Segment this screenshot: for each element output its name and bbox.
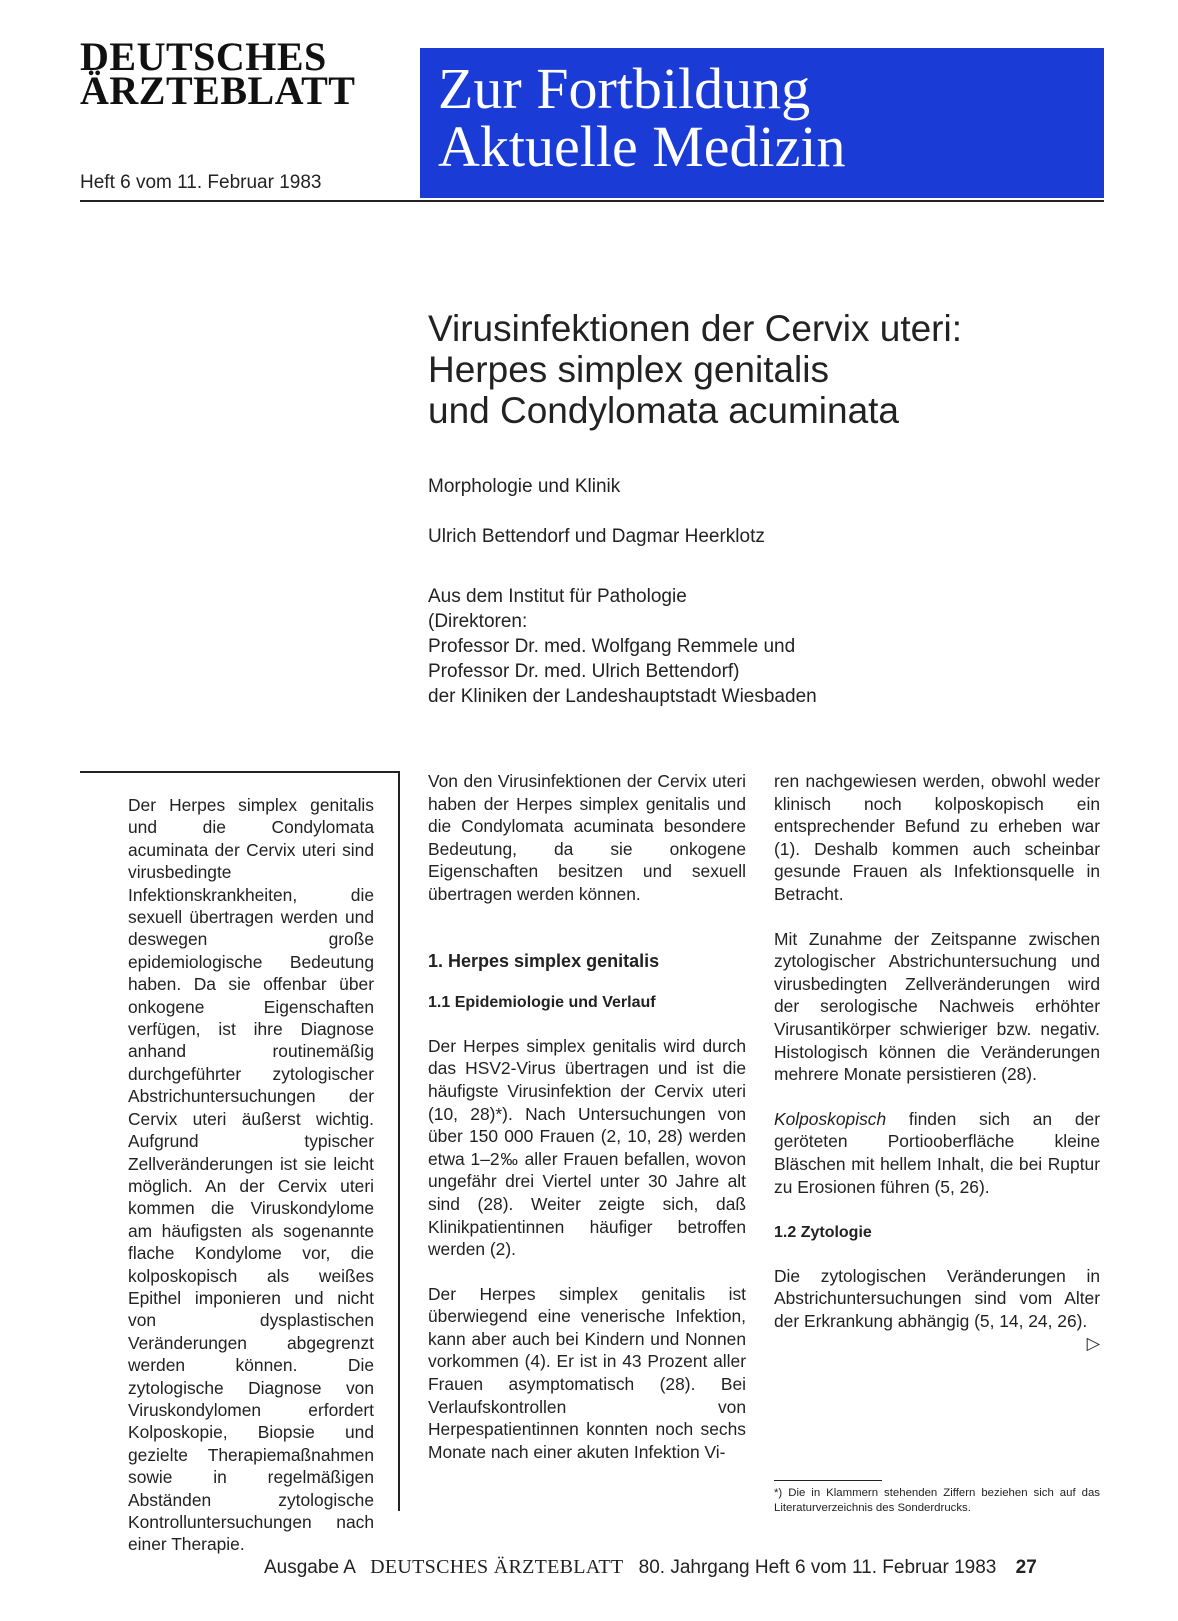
masthead-title-line1: DEUTSCHES [80,34,327,79]
institution-line: (Direktoren: [428,611,528,632]
institution-line: Professor Dr. med. Ulrich Bettendorf) [428,661,740,682]
masthead-issue: Heft 6 vom 11. Februar 1983 [80,172,322,193]
header-rule [80,200,1104,202]
article-title-line3: und Condylomata acuminata [428,390,900,431]
article-authors: Ulrich Bettendorf und Dagmar Heerklotz [428,526,765,547]
subsection-heading-cytology: 1.2 Zytologie [774,1224,872,1242]
continue-arrow-icon: ▷ [1086,1333,1100,1354]
article-subtitle: Morphologie und Klinik [428,476,621,497]
body-column-1 [428,770,746,1463]
masthead-title-line2: ÄRZTEBLATT [80,68,356,113]
masthead-title [80,34,400,113]
section-banner-line1: Zur Fortbildung [438,56,811,121]
abstract-text: Der Herpes simplex genitalis und die Condylomata acuminata der Cervix uteri sind virusbedingte Infektionskrankheiten, die sexuell übertragen werden und deswegen große epidemiologische Bedeutung haben. Da sie offenbar über onkogene Eigenschaften verfügen, ist ihre Diagnose anhand routinemäßig durchgeführter zytologischer Abstrichuntersuchungen der Cervix uteri äußerst wichtig. Aufgrund typischer Zellveränderungen ist sie leicht möglich. An der Cervix uteri kommen die Viruskondylome am häufigsten als sogenannte flache Kondylome vor, die kolposkopisch als weißes Epithel imponieren und nicht von dysplastischen Veränderungen abgegrenzt werden können. Die zytologische Diagnose von Viruskondylomen erfordert Kolposkopie, Biopsie und gezielte Therapiemaßnahmen sowie in regelmäßigen Abständen zytologische Kontrolluntersuchungen nach einer Therapie. [128,795,374,1555]
article-institution [428,584,817,709]
page-footer [264,1556,1037,1579]
footer-issue: 80. Jahrgang Heft 6 vom 11. Februar 1983 [638,1557,997,1578]
subsection-heading-epidemiology: 1.1 Epidemiologie und Verlauf [428,994,656,1012]
page-number: 27 [1015,1557,1037,1578]
body-paragraph: Der Herpes simplex genitalis wird durch das HSV2-Virus übertragen und ist die häufigste Virusinfektion der Cervix uteri (10, 28)*). Nach Untersuchungen von über 150 000 Frauen (2, 10, 28) werden etwa 1–2‰ aller Frauen befallen, wovon ungefähr drei Viertel unter 30 Jahre alt sind (28). Weiter zeigte sich, daß Klinikpatientinnen häufiger betroffen werden (2). [428,1035,746,1260]
body-paragraph: Der Herpes simplex genitalis ist überwiegend eine venerische Infektion, kann aber auch bei Kindern und Nonnen vorkommen (4). Er ist in 43 Prozent aller Frauen asymptomatisch (28). Bei Verlaufskontrollen von Herpespatientinnen konnten noch sechs Monate nach einer akuten Infektion Vi- [428,1283,746,1462]
footnote: *) Die in Klammern stehenden Ziffern beziehen sich auf das Literaturverzeichnis des Sonderdrucks. [774,1487,1100,1514]
intro-paragraph: Von den Virusinfektionen der Cervix uteri haben der Herpes simplex genitalis und die Condylomata acuminata besondere Bedeutung, da sie onkogene Eigenschaften besitzen und sexuell übertragen werden können. [428,771,746,904]
article-title-line1: Virusinfektionen der Cervix uteri: [428,308,963,349]
body-paragraph: ren nachgewiesen werden, obwohl weder klinisch noch kolposkopisch ein entsprechender Befund zu erheben war (1). Deshalb kommen auch scheinbar gesunde Frauen als Infektionsquelle in Betracht. [774,771,1100,904]
body-paragraph [774,1265,1100,1354]
institution-line: der Kliniken der Landeshauptstadt Wiesbaden [428,686,817,707]
body-paragraph: Mit Zunahme der Zeitspanne zwischen zytologischer Abstrichuntersuchung und virusbedingten Zellveränderungen wird der serologische Nachweis erhöhter Virusantikörper schwieriger bzw. negativ. Histologisch können die Veränderungen mehrere Monate persistieren (28). [774,928,1100,1085]
body-text: Die zytologischen Veränderungen in Abstrichuntersuchungen sind vom Alter der Erkrankung abhängig (5, 14, 24, 26). [774,1265,1100,1331]
section-banner-line2: Aktuelle Medizin [438,114,846,179]
footer-edition: Ausgabe A [264,1557,355,1578]
article-title [428,308,1088,431]
footer-magazine: DEUTSCHES ÄRZTEBLATT [370,1556,624,1578]
institution-line: Professor Dr. med. Wolfgang Remmele und [428,636,796,657]
article-title-line2: Herpes simplex genitalis [428,349,830,390]
body-column-2 [774,770,1100,1355]
section-heading-herpes: 1. Herpes simplex genitalis [428,950,660,971]
italic-term: Kolposkopisch [774,1108,887,1129]
section-banner [420,48,1104,198]
footnote-rule [774,1480,882,1481]
institution-line: Aus dem Institut für Pathologie [428,586,687,607]
body-text: finden sich an der geröteten Portiooberfläche kleine Bläschen mit hellem Inhalt, die bei Ruptur zu Erosionen führen (5, 26). [774,1108,1100,1197]
body-paragraph [774,1108,1100,1198]
